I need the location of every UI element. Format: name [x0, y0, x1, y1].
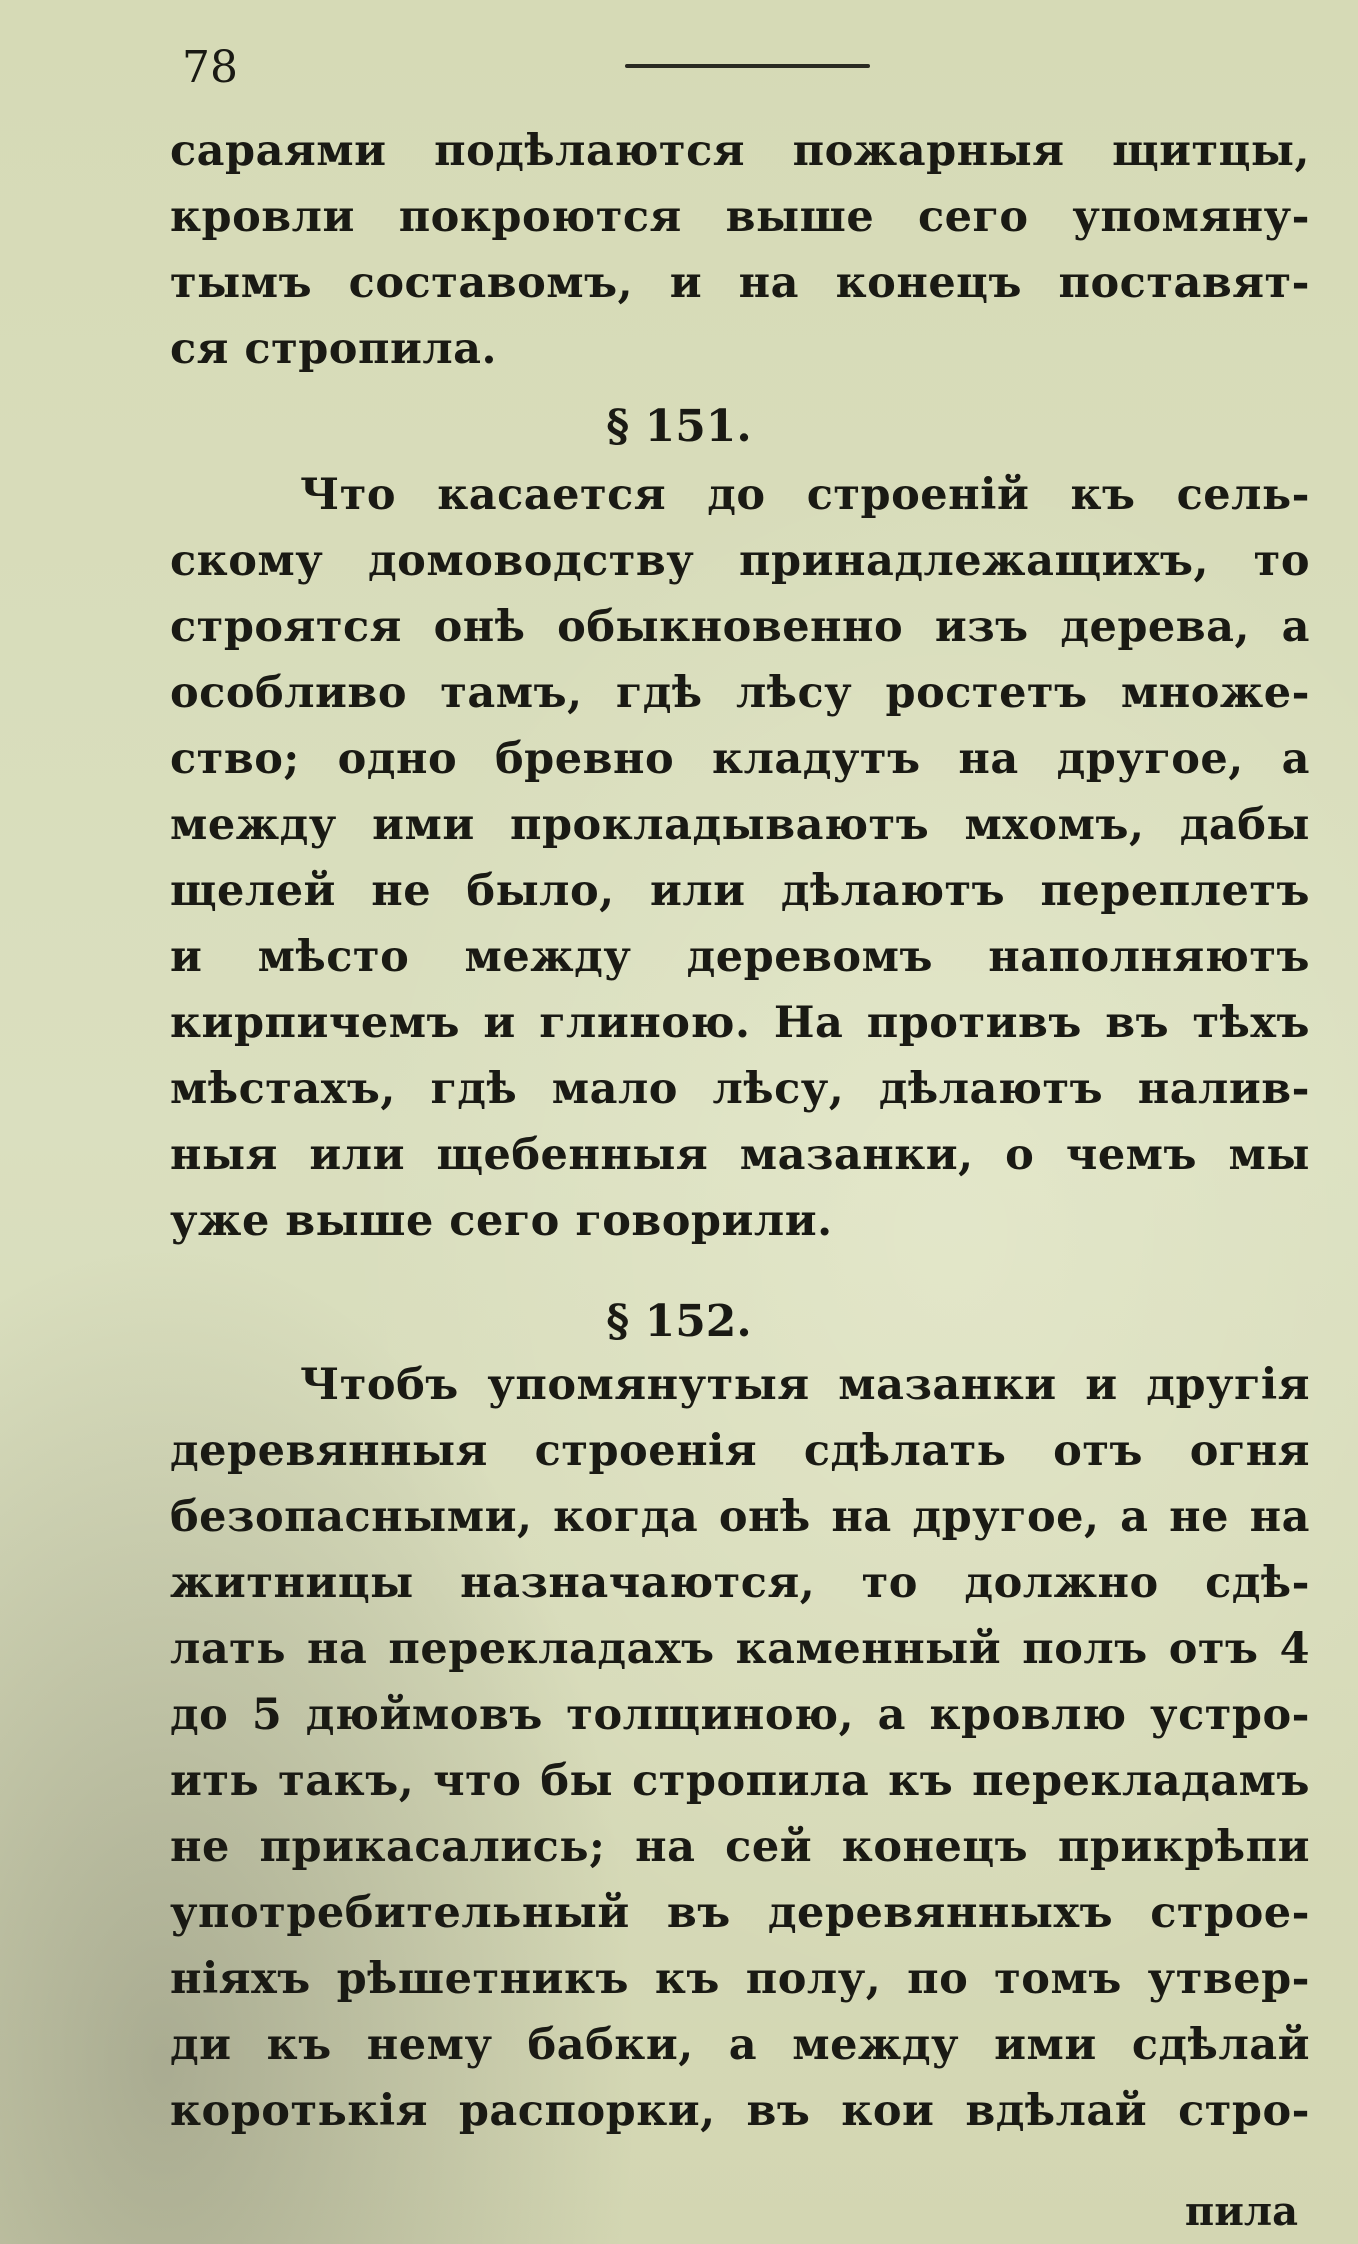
text-line: не прикасались; на сей конецъ прикрѣпи — [170, 1822, 1310, 1872]
text-line: между ими прокладываютъ мхомъ, дабы — [170, 800, 1310, 850]
text-line: Чтобъ упомянутыя мазанки и другiя — [300, 1360, 1310, 1410]
text-line: строятся онѣ обыкновенно изъ дерева, а — [170, 602, 1310, 652]
text-line: лать на перекладахъ каменный полъ отъ 4 — [170, 1624, 1310, 1674]
text-line: Что касается до строенiй къ сель- — [300, 470, 1310, 520]
text-line: кирпичемъ и глиною. На противъ въ тѣхъ — [170, 998, 1310, 1048]
text-line: до 5 дюймовъ толщиною, а кровлю устро- — [170, 1690, 1310, 1740]
text-line: ить такъ, что бы стропила къ перекладамъ — [170, 1756, 1310, 1806]
text-line: безопасными, когда онѣ на другое, а не на — [170, 1492, 1310, 1542]
text-line: ся стропила. — [170, 324, 498, 374]
catchword: пила — [1184, 2188, 1298, 2235]
text-line: щелей не было, или дѣлаютъ переплетъ — [170, 866, 1310, 916]
text-line: деревянныя строенiя сдѣлать отъ огня — [170, 1426, 1310, 1476]
section-151-paragraph — [170, 462, 1310, 1254]
text-line: и мѣсто между деревомъ наполняютъ — [170, 932, 1310, 982]
text-line: тымъ составомъ, и на конецъ поставят- — [170, 258, 1310, 308]
section-heading-151: § 151. — [606, 401, 752, 452]
section-152-paragraph — [170, 1352, 1310, 2144]
page-number: 78 — [182, 42, 238, 93]
text-line: ныя или щебенныя мазанки, о чемъ мы — [170, 1130, 1310, 1180]
text-line: скому домоводству принадлежащихъ, то — [170, 536, 1310, 586]
text-line: употребительный въ деревянныхъ строе- — [170, 1888, 1310, 1938]
text-line: коротькiя распорки, въ кои вдѣлай стро- — [170, 2086, 1310, 2136]
continuation-paragraph — [170, 118, 1310, 382]
text-line: уже выше сего говорили. — [170, 1196, 833, 1246]
text-line: ди къ нему бабки, а между ими сдѣлай — [170, 2020, 1310, 2070]
text-line: сараями подѣлаются пожарныя щитцы, — [170, 126, 1310, 176]
text-line: мѣстахъ, гдѣ мало лѣсу, дѣлаютъ налив- — [170, 1064, 1310, 1114]
text-line: кровли покроются выше сего упомяну- — [170, 192, 1310, 242]
text-line: ство; одно бревно кладутъ на другое, а — [170, 734, 1310, 784]
text-line: житницы назначаются, то должно сдѣ- — [170, 1558, 1310, 1608]
text-line: особливо тамъ, гдѣ лѣсу ростетъ множе- — [170, 668, 1310, 718]
text-line: нiяхъ рѣшетникъ къ полу, по томъ утвер- — [170, 1954, 1310, 2004]
header-rule — [625, 64, 870, 68]
section-heading-152: § 152. — [606, 1296, 752, 1347]
